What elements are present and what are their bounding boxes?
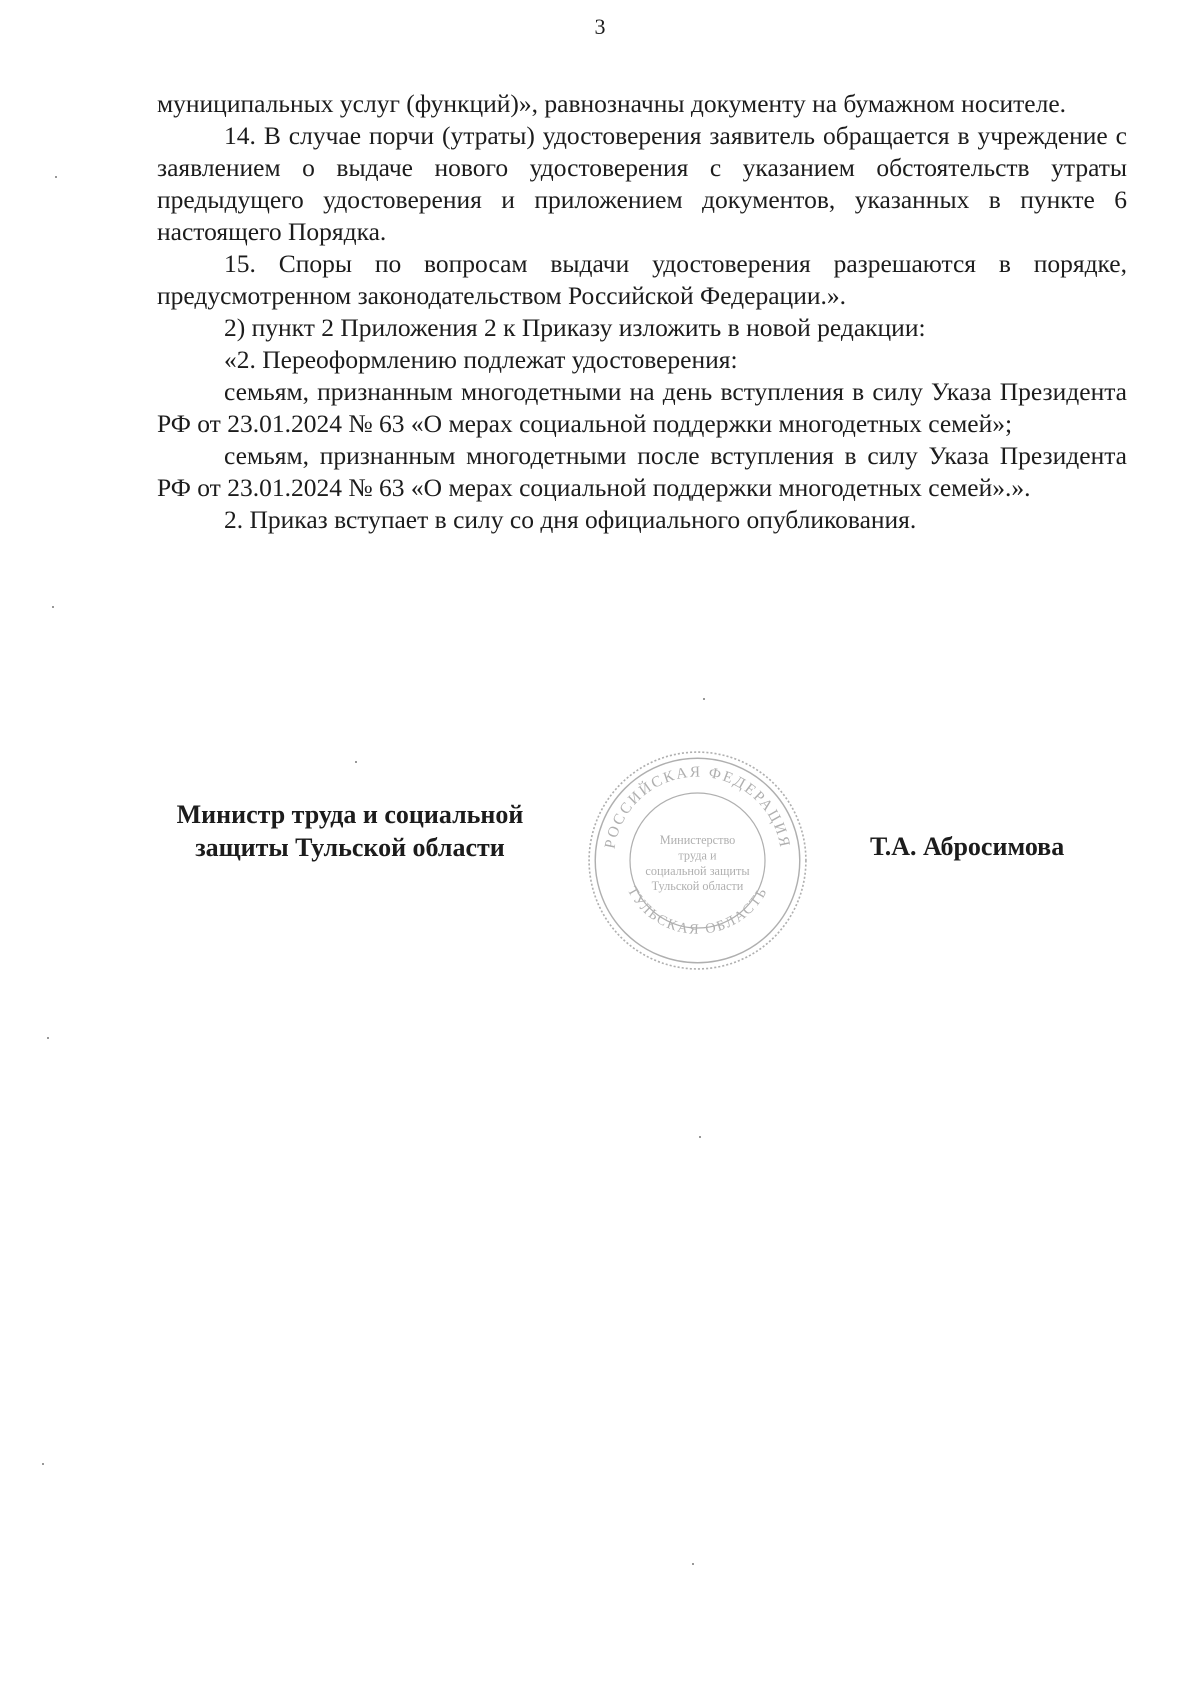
signatory-position [150, 798, 550, 864]
paragraph: 2. Приказ вступает в силу со дня официального опубликования. [224, 505, 917, 534]
signatory-position-line: Министр труда и социальной [176, 800, 524, 829]
page-number: 3 [594, 14, 606, 39]
signatory-position-line: защиты Тульской области [195, 833, 505, 862]
scan-speck [42, 1463, 44, 1465]
seal-center-line: Министерство [659, 833, 736, 848]
scan-speck [703, 698, 705, 700]
scan-speck [699, 1136, 701, 1138]
paragraph: «2. Переоформлению подлежат удостоверения: [224, 345, 738, 374]
scan-speck [692, 1563, 694, 1565]
seal-center-line: Тульской области [651, 879, 744, 894]
scan-speck [52, 606, 54, 608]
seal-bottom-text: ТУЛЬСКАЯ ОБЛАСТЬ [623, 883, 772, 938]
document-body [157, 88, 1127, 536]
scan-speck [355, 761, 357, 763]
paragraph: 14. В случае порчи (утраты) удостоверения заявитель обращается в учреждение с заявлением о выдаче нового удостоверения с указанием обстоятельств утраты предыдущего удостоверения и приложением документов, указанных в пункте 6 настоящего Порядка. [157, 121, 1127, 246]
paragraph: муниципальных услуг (функций)», равнозначны документу на бумажном носителе. [157, 89, 1067, 118]
paragraph: семьям, признанным многодетными после вступления в силу Указа Президента РФ от 23.01.2024 № 63 «О мерах социальной поддержки многодетных семей».». [157, 441, 1127, 502]
official-seal [585, 748, 810, 973]
scan-speck [47, 1037, 49, 1039]
scan-speck [55, 176, 57, 178]
seal-center-line: труда и [678, 848, 717, 863]
seal-center-line: социальной защиты [645, 863, 750, 878]
paragraph: 15. Споры по вопросам выдачи удостоверения разрешаются в порядке, предусмотренном законодательством Российской Федерации.». [157, 249, 1127, 310]
paragraph: семьям, признанным многодетными на день вступления в силу Указа Президента РФ от 23.01.2024 № 63 «О мерах социальной поддержки многодетных семей»; [157, 377, 1127, 438]
paragraph: 2) пункт 2 Приложения 2 к Приказу изложить в новой редакции: [224, 313, 926, 342]
seal-top-text: РОССИЙСКАЯ ФЕДЕРАЦИЯ [601, 763, 794, 851]
signatory-name: Т.А. Абросимова [870, 832, 1065, 861]
